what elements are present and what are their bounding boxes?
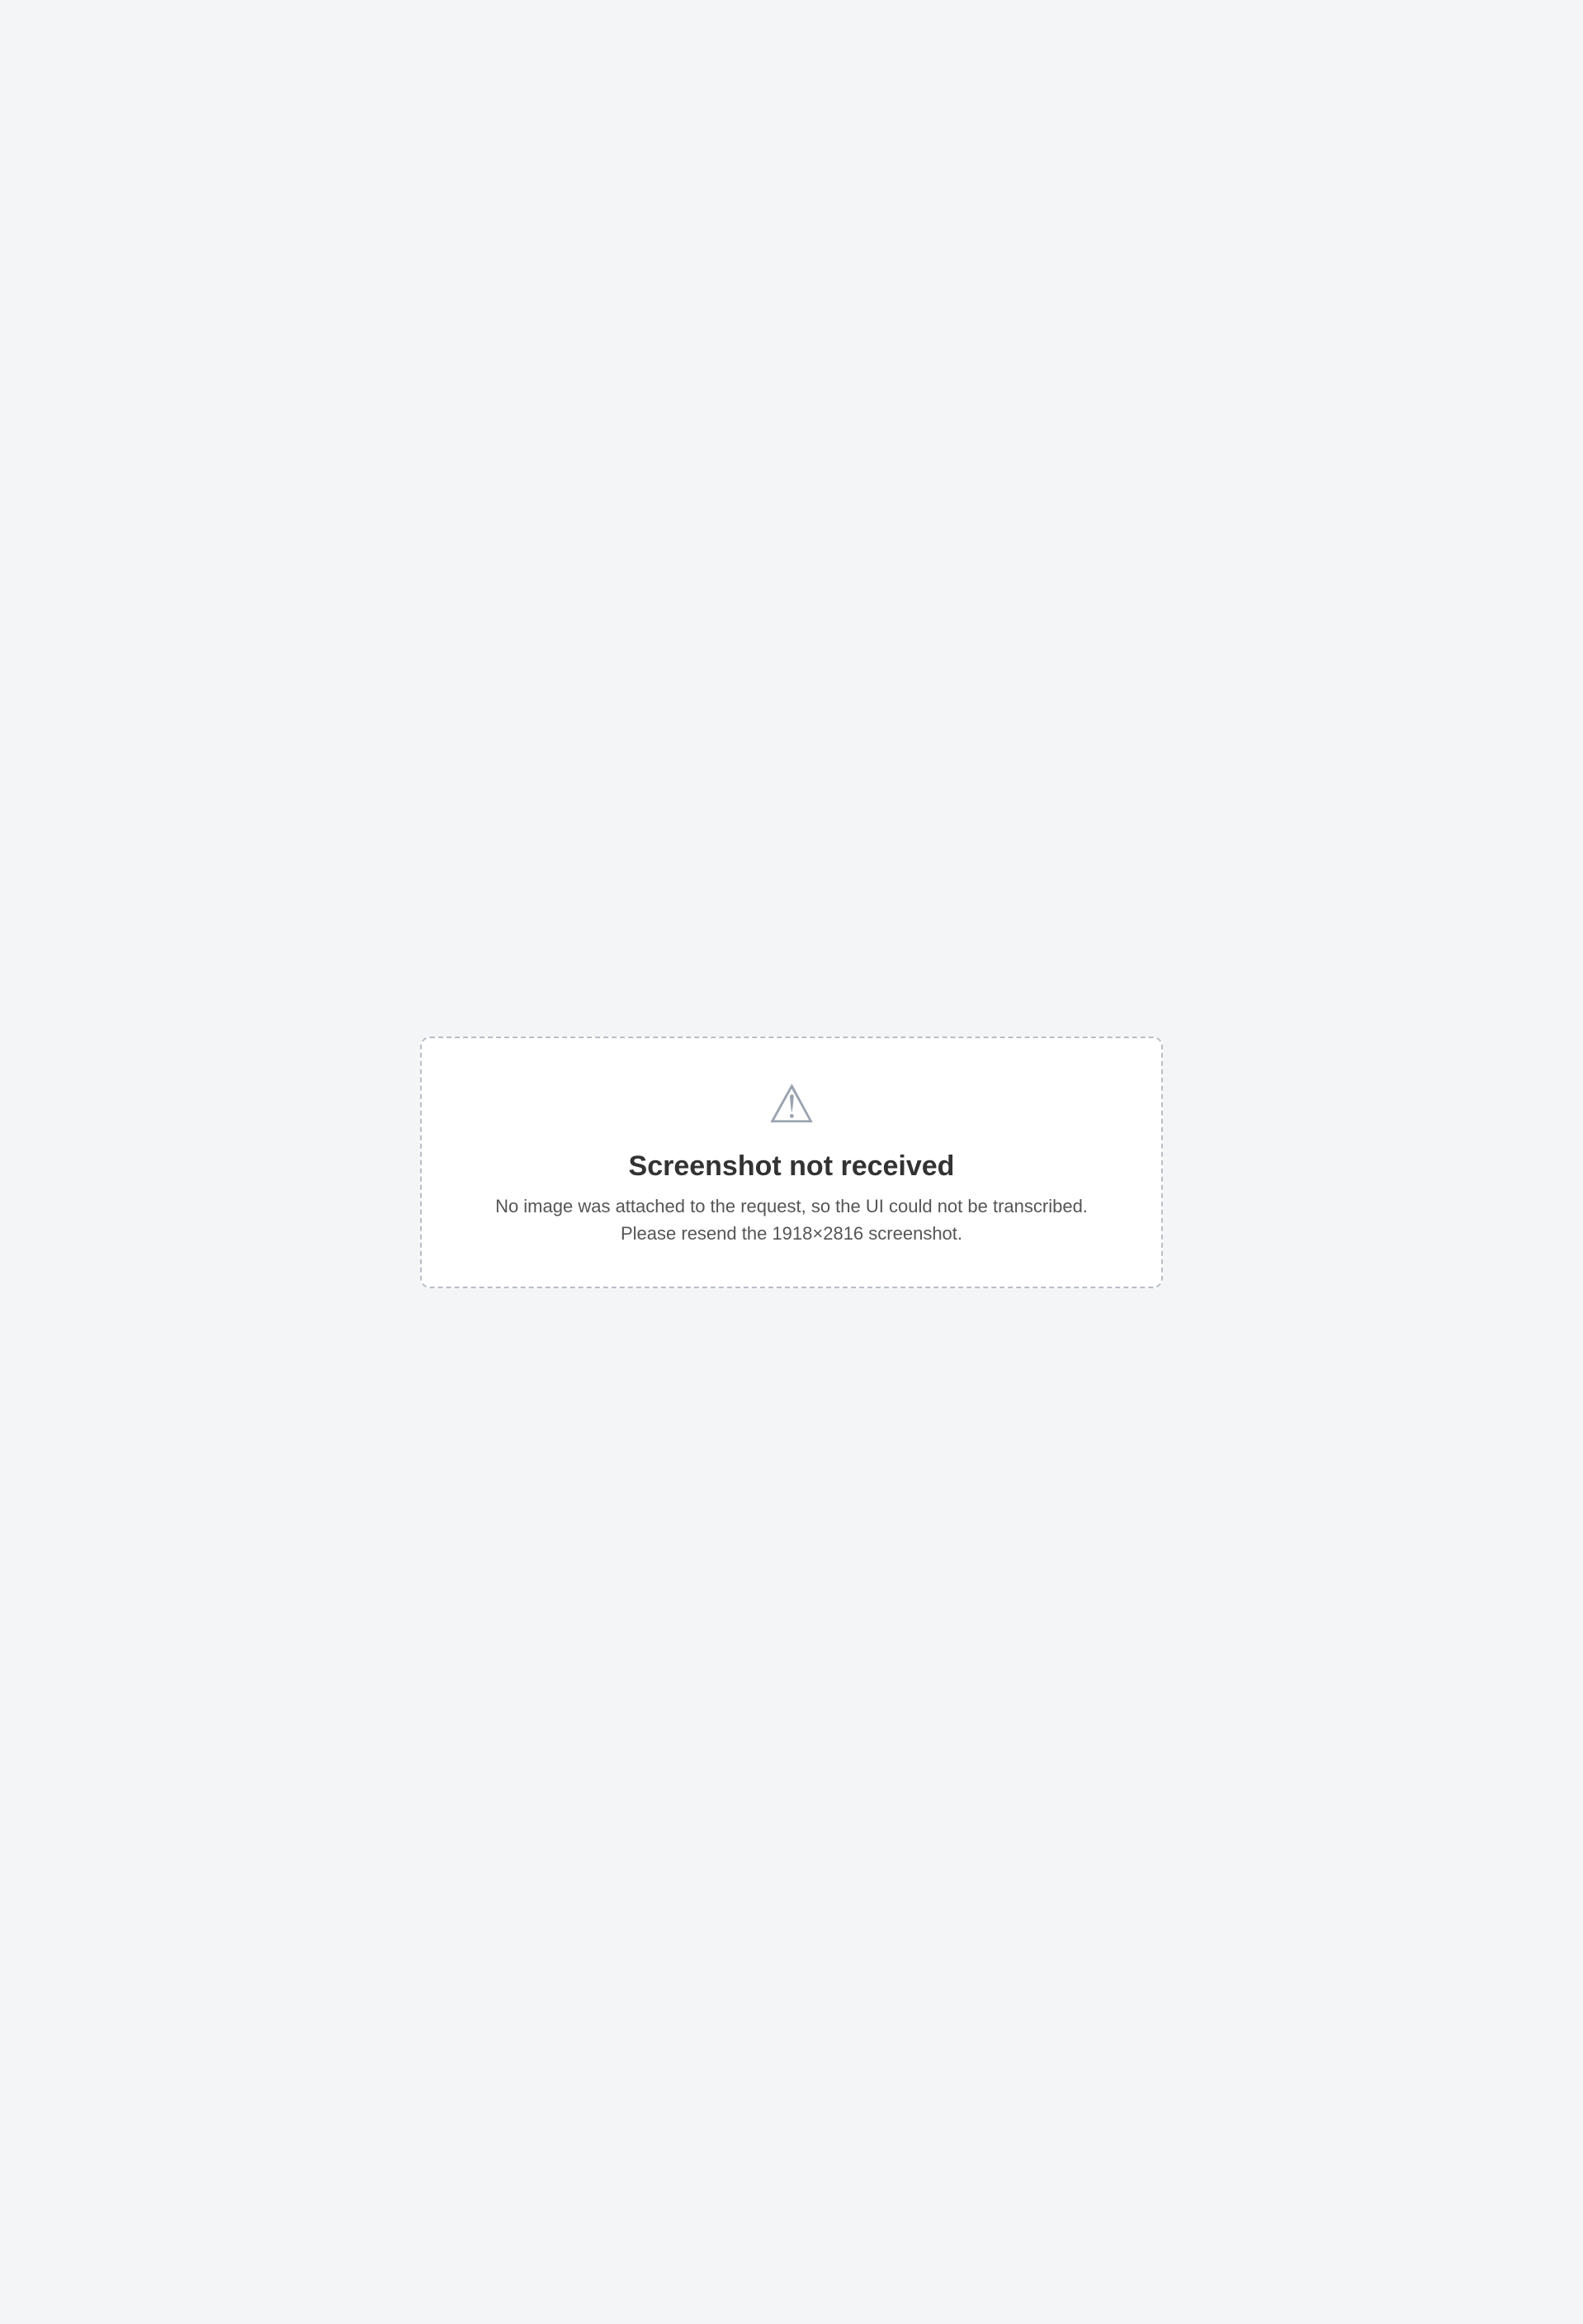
notice-body: No image was attached to the request, so the UI could not be transcribed. Please resend the 1918×2816 screenshot. <box>495 1195 1088 1244</box>
notice-title: Screenshot not received <box>628 1150 955 1182</box>
warning-icon: ⚠ <box>768 1074 815 1134</box>
missing-image-notice <box>420 1037 1163 1288</box>
